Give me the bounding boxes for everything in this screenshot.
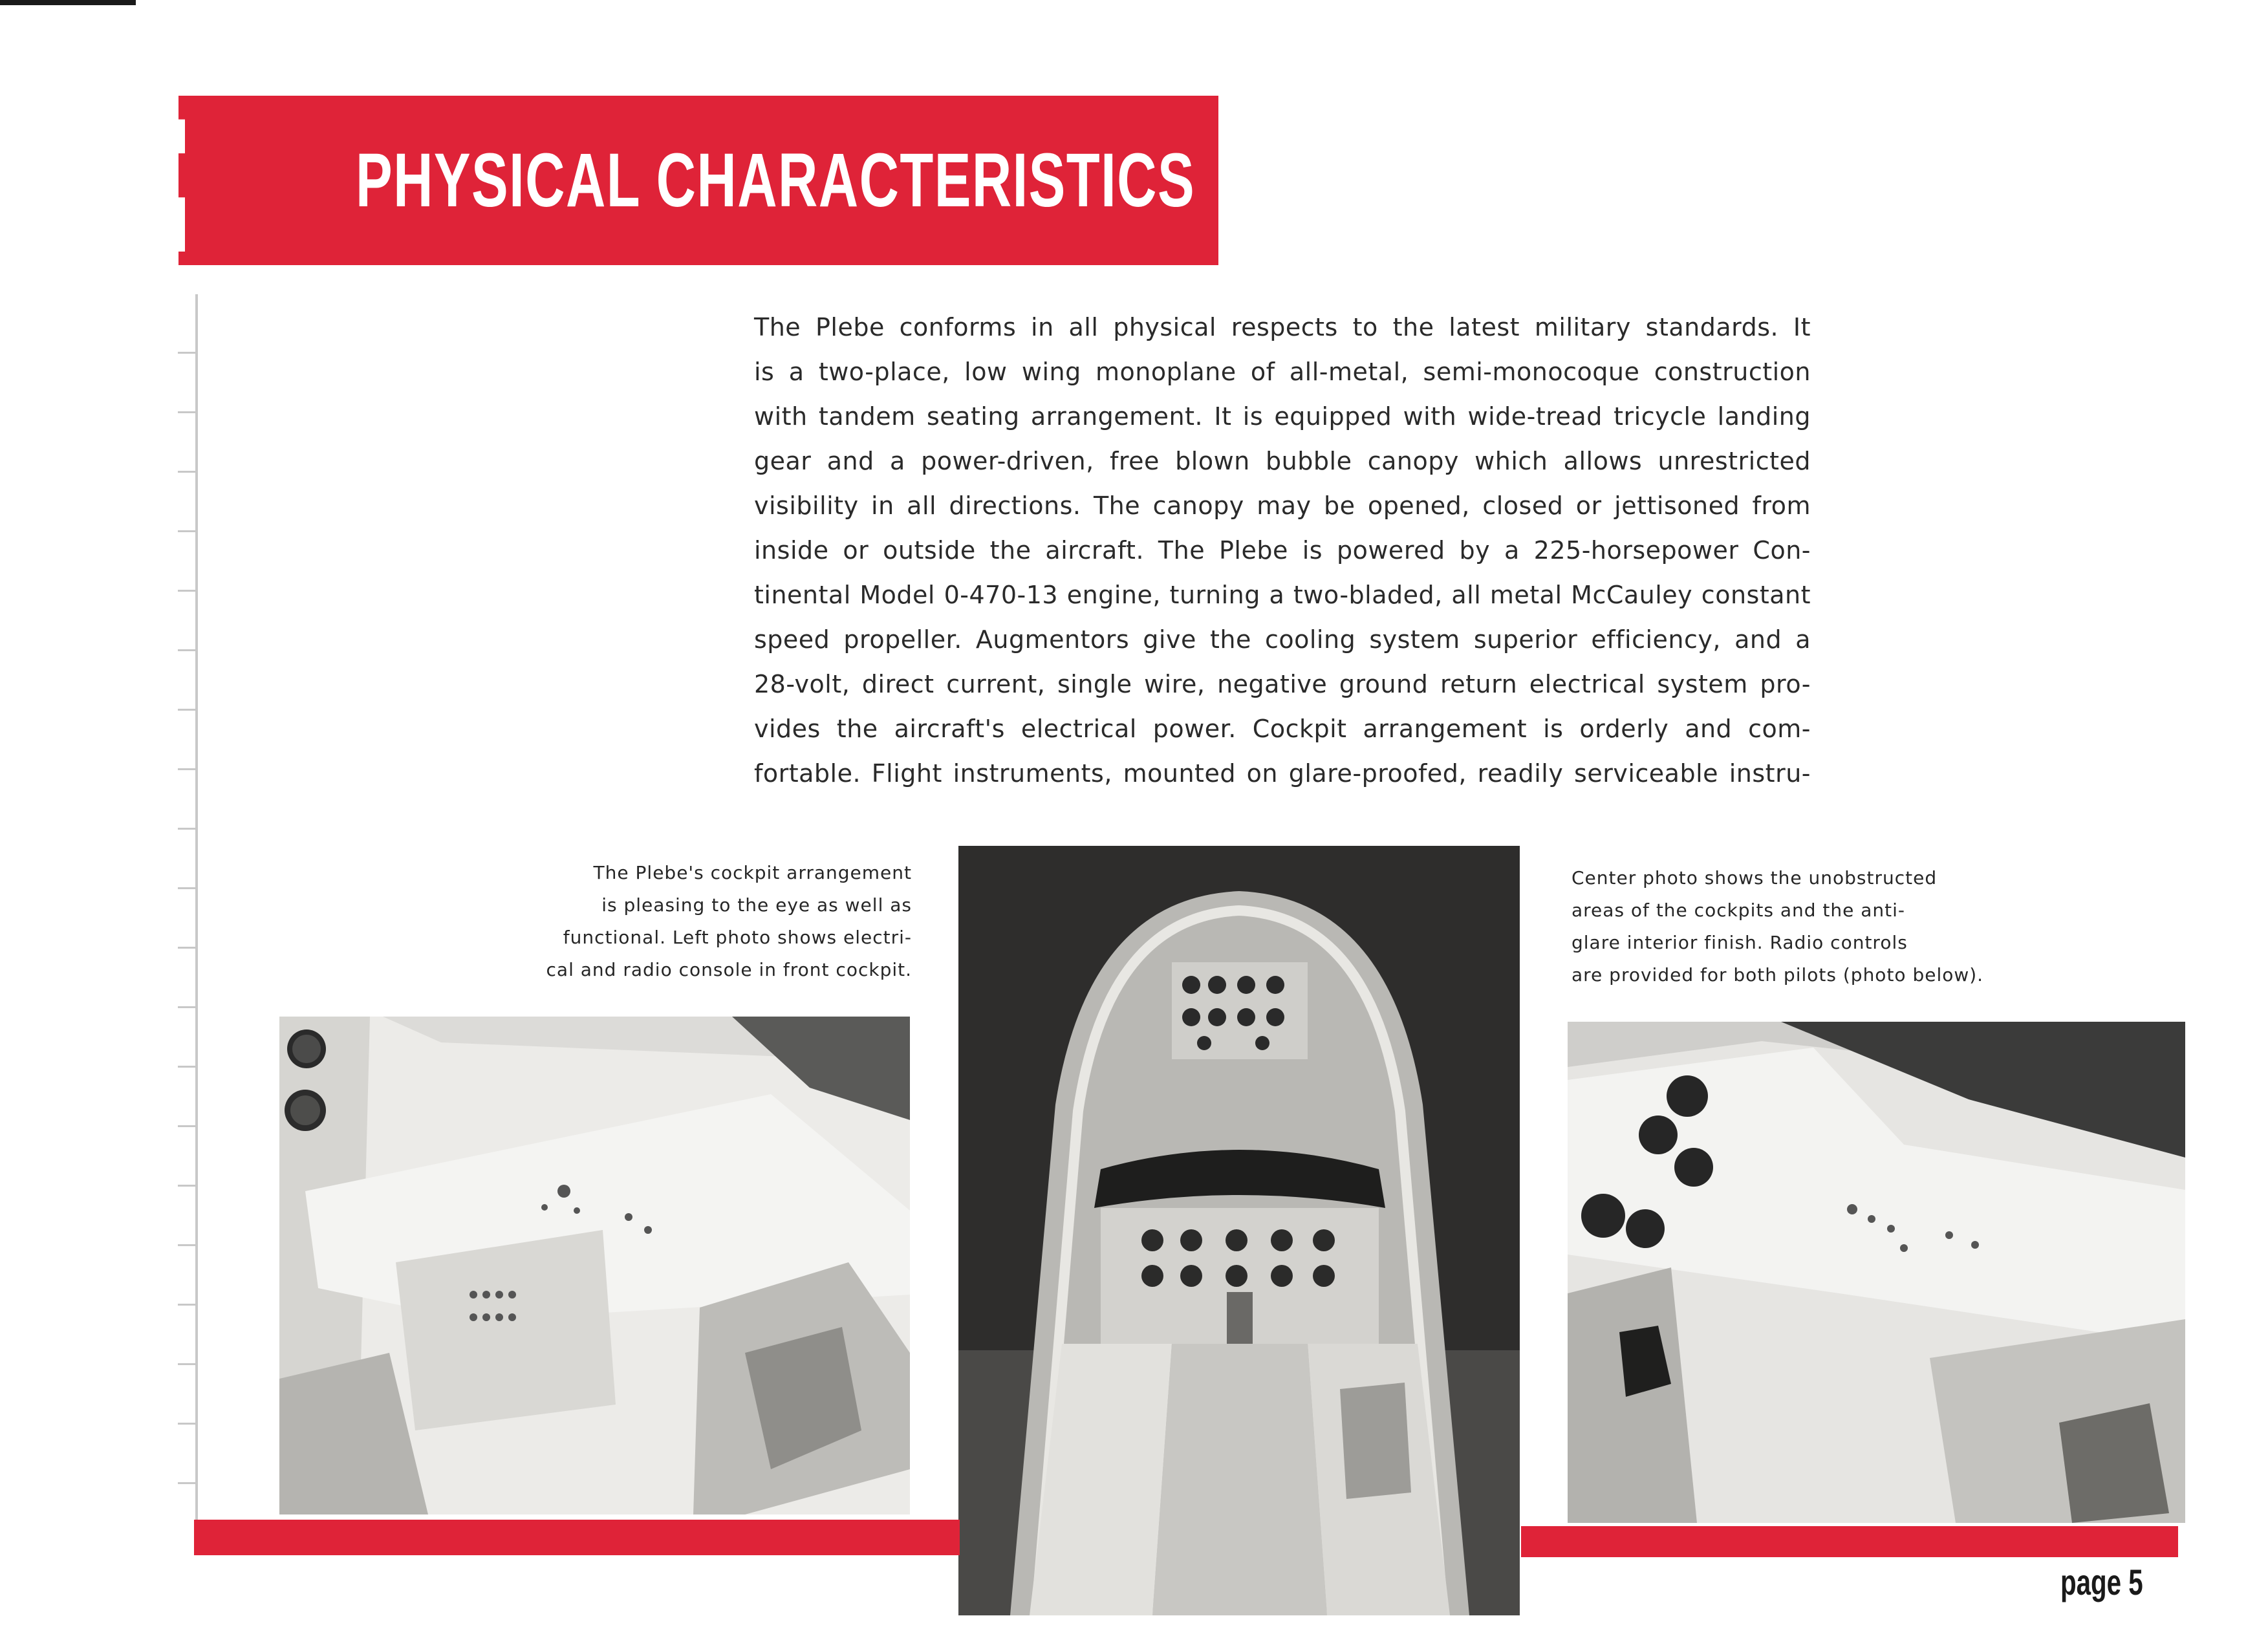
binding-tick [178,352,197,354]
intro-line: 28-volt, direct current, single wire, negative ground return electrical system pro- [754,670,1811,698]
binding-tick [178,947,197,949]
binding-tick [178,887,197,889]
photo-rear-cockpit-radio [1568,1022,2185,1523]
bottom-red-rule-left [194,1520,960,1555]
caption-line: glare interior finish. Radio controls [1571,932,1908,953]
photo-left-illustration [279,1017,910,1514]
page-title: PHYSICAL CHARACTERISTICS [356,138,1196,223]
photo-right-illustration [1568,1022,2185,1523]
binding-tick [178,1244,197,1246]
binding-edge [195,294,198,1520]
intro-line: fortable. Flight instruments, mounted on glare-proofed, readily serviceable instru- [754,759,1811,788]
intro-line: with tandem seating arrangement. It is equipped with wide-tread tricycle landing [754,402,1811,431]
caption-left [479,857,912,986]
binding-tick [178,1066,197,1068]
binding-tick [178,411,197,413]
intro-line: tinental Model 0-470-13 engine, turning a two-bladed, all metal McCauley constant [754,581,1811,609]
caption-line: is pleasing to the eye as well as [601,894,912,916]
intro-line: visibility in all directions. The canopy may be opened, closed or jettisoned from [754,491,1811,520]
caption-line: are provided for both pilots (photo below). [1571,964,1984,986]
binding-tick [178,590,197,592]
bottom-red-rule-right [1521,1526,2178,1557]
caption-line: cal and radio console in front cockpit. [546,959,912,980]
intro-line: The Plebe conforms in all physical respects to the latest military standards. It [754,313,1811,341]
binding-tick [178,1125,197,1127]
binding-tick [178,1185,197,1187]
caption-line: areas of the cockpits and the anti- [1571,900,1906,921]
binding-tick [178,1006,197,1008]
binding-tick [178,709,197,711]
caption-right [1571,862,2063,991]
photo-tandem-cockpits [958,846,1520,1615]
caption-line: functional. Left photo shows electri- [563,927,912,948]
photo-center-illustration [958,846,1520,1615]
intro-line: is a two-place, low wing monoplane of all-metal, semi-monocoque construction [754,358,1811,386]
binding-tick [178,471,197,473]
scan-edge [0,0,136,5]
binding-tick [178,1482,197,1484]
binding-tick [178,649,197,651]
binding-tick [178,530,197,532]
intro-line: speed propeller. Augmentors give the cooling system superior efficiency, and a [754,625,1811,654]
intro-line: inside or outside the aircraft. The Plebe is powered by a 225-horsepower Con- [754,536,1811,565]
intro-line: gear and a power-driven, free blown bubble canopy which allows unrestricted [754,447,1811,475]
caption-line: The Plebe's cockpit arrangement [593,862,912,883]
intro-paragraph [754,305,1811,796]
binding-tick [178,1363,197,1365]
binding-tick [178,1304,197,1306]
photo-front-cockpit-console [279,1017,910,1514]
binding-tick [178,828,197,830]
caption-line: Center photo shows the unobstructed [1571,867,1938,889]
binding-tick [178,1423,197,1425]
binding-tick [178,768,197,770]
page-number: page 5 [2060,1562,2143,1602]
intro-line: vides the aircraft's electrical power. Cockpit arrangement is orderly and com- [754,715,1811,743]
